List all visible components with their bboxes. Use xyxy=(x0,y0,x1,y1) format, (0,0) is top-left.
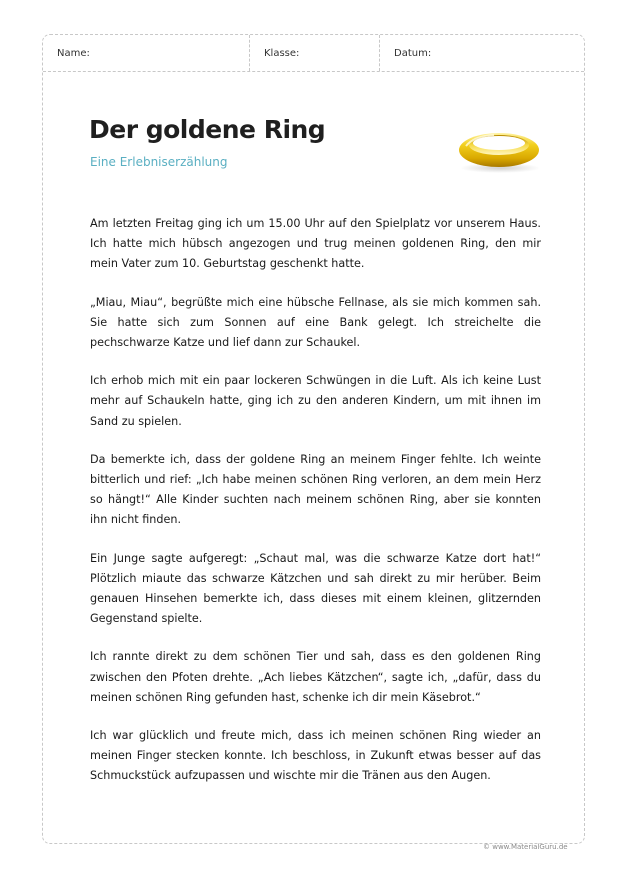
story-paragraph: Ich war glücklich und freute mich, dass ich meinen schönen Ring wieder an meinen Finger stecken konnte. Ich beschloss, in Zukunft etwas besser auf das Schmuckstück aufzupassen und wischte mir die Tränen aus den Augen. xyxy=(90,729,541,783)
story-paragraph: Ein Junge sagte aufgeregt: „Schaut mal, was die schwarze Katze dort hat!“ Plötzlich miaute das schwarze Kätzchen und sah direkt zu mir herüber. Beim genauen Hinsehen bemerkte ich, dass dieses mit einem kleinen, glitzernden Gegenstand spielte. xyxy=(90,551,541,626)
date-field[interactable] xyxy=(380,35,584,71)
class-label: Klasse: xyxy=(264,47,300,59)
name-label: Name: xyxy=(57,47,90,59)
page-subtitle: Eine Erlebniserzählung xyxy=(90,155,228,169)
story-text xyxy=(90,214,541,805)
story-paragraph: Da bemerkte ich, dass der goldene Ring an meinem Finger fehlte. Ich weinte bitterlich und rief: „Ich habe meinen schönen Ring verloren, an dem mein Herz so hängt!“ Alle Kinder suchten nach meinem schönen Ring, aber sie konnten ihn nicht finden. xyxy=(90,452,541,527)
story-paragraph: Am letzten Freitag ging ich um 15.00 Uhr auf den Spielplatz vor unserem Haus. Ich hatte mich hübsch angezogen und trug meinen goldenen Ring, den mir mein Vater zum 10. Geburtstag geschenkt hatte. xyxy=(90,217,541,271)
story-paragraph: „Miau, Miau“, begrüßte mich eine hübsche Fellnase, als sie mich kommen sah. Sie hatte sich zum Sonnen auf eine Bank gelegt. Ich streichelte die pechschwarze Katze und lief dann zur Schaukel. xyxy=(90,295,541,350)
page-title: Der goldene Ring xyxy=(89,115,326,144)
date-label: Datum: xyxy=(394,47,432,59)
story-paragraph: Ich erhob mich mit ein paar lockeren Schwüngen in die Luft. Als ich keine Lust mehr auf Schaukeln hatte, ging ich zu den anderen Kindern, um mit ihnen im Sand zu spielen. xyxy=(90,374,541,428)
copyright-footer: © www.MaterialGuru.de xyxy=(483,843,568,851)
header-fields xyxy=(43,35,584,72)
story-paragraph: Ich rannte direkt zu dem schönen Tier und sah, dass es den goldenen Ring zwischen den Pfoten drehte. „Ach liebes Kätzchen“, sagte ich, „dafür, dass du meinen schönen Ring gefunden hast, schenke ich dir mein Käsebrot.“ xyxy=(90,650,541,704)
gold-ring-icon xyxy=(454,124,544,174)
class-field[interactable] xyxy=(250,35,380,71)
name-field[interactable] xyxy=(43,35,250,71)
